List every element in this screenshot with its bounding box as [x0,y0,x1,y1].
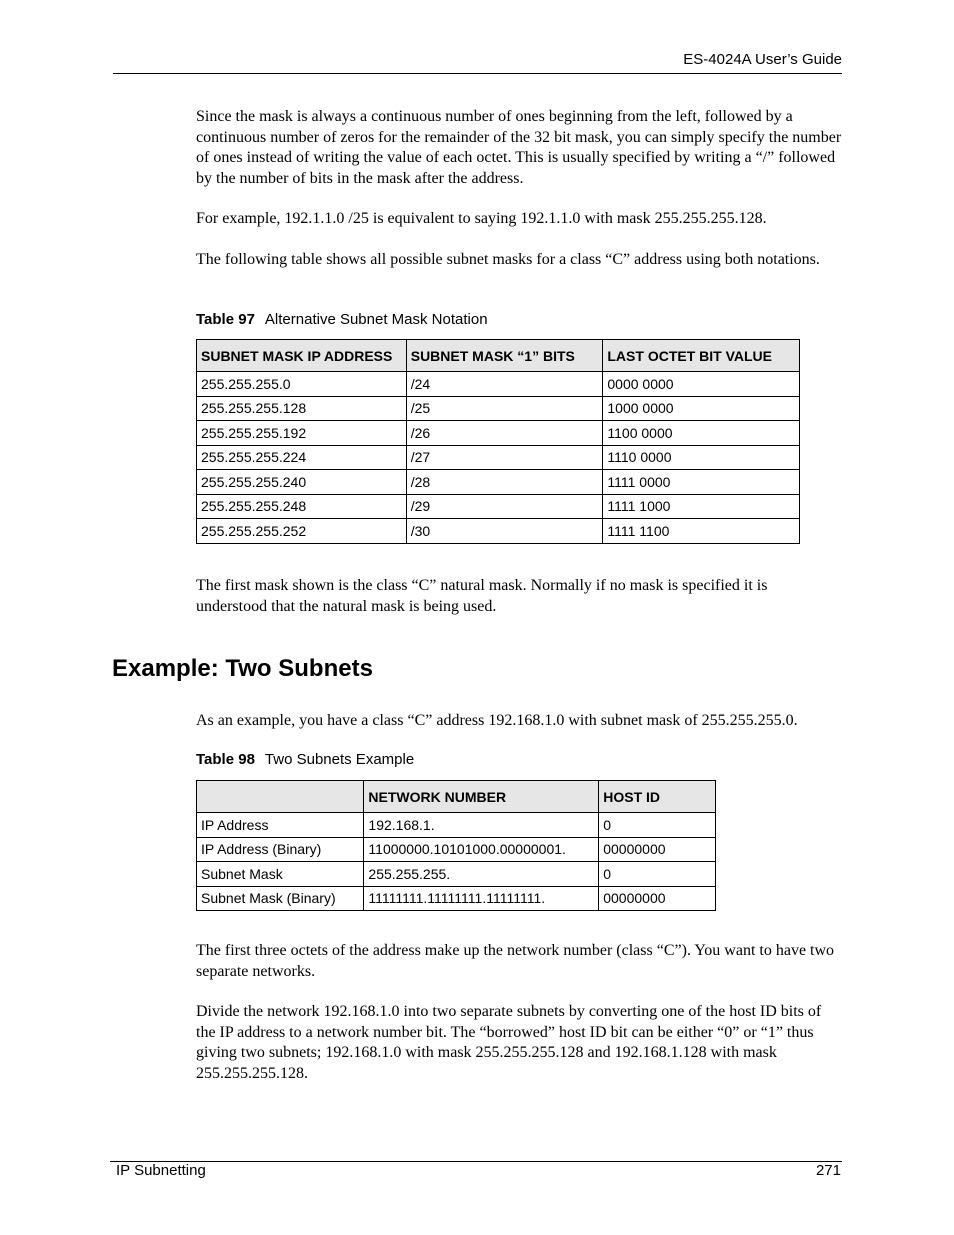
table-cell: 11000000.10101000.00000001. [364,837,599,862]
footer-divider [110,1161,842,1162]
paragraph-natural-mask: The first mask shown is the class “C” natural mask. Normally if no mask is specified it is understood that the natural mask is being used. [196,577,768,615]
table-cell: /30 [406,519,603,544]
table-cell: 255.255.255.248 [197,494,407,519]
column-header [197,781,364,813]
table-cell: 0 [599,813,716,838]
table-row [197,886,716,911]
table-cell: Subnet Mask [197,862,364,887]
table-row [197,494,800,519]
table-row [197,445,800,470]
table-cell: /25 [406,396,603,421]
table-cell: 255.255.255.128 [197,396,407,421]
table-cell: IP Address (Binary) [197,837,364,862]
table-cell: 00000000 [599,886,716,911]
table-row [197,372,800,397]
table-cell: 11111111.11111111.11111111. [364,886,599,911]
table-cell: 255.255.255.192 [197,421,407,446]
table-cell: 0000 0000 [603,372,800,397]
table-row [197,837,716,862]
table-cell: 1111 1000 [603,494,800,519]
column-header: LAST OCTET BIT VALUE [603,340,800,372]
table-cell: 1100 0000 [603,421,800,446]
paragraph-mask-notation: Since the mask is always a continuous number of ones beginning from the left, followed by a continuous number of zeros for the remainder of the 32 bit mask, you can simply specify the number of ones instead of writing the value of each octet. This is usually specified by writing a “/” followed by the number of bits in the mask after the address. [196,108,842,187]
table-97-caption-text: Alternative Subnet Mask Notation [264,311,488,328]
paragraph-network-number: The first three octets of the address make up the network number (class “C”). You want to have two separate networks. [196,942,835,980]
table-cell: Subnet Mask (Binary) [197,886,364,911]
table-cell: 255.255.255. [364,862,599,887]
table-cell: /29 [406,494,603,519]
table-row [197,421,800,446]
section-heading: Example: Two Subnets [112,655,373,682]
header-divider [113,73,842,74]
footer-section-name: IP Subnetting [116,1162,206,1179]
table-97-subnet-mask-notation [196,339,800,544]
column-header: HOST ID [599,781,716,813]
table-cell: /24 [406,372,603,397]
table-cell: 1110 0000 [603,445,800,470]
table-row [197,813,716,838]
table-cell: 00000000 [599,837,716,862]
paragraph-example: For example, 192.1.1.0 /25 is equivalent to saying 192.1.1.0 with mask 255.255.255.128. [196,210,767,227]
table-98-caption-text: Two Subnets Example [264,751,415,768]
table-header-row [197,781,716,813]
table-cell: 1111 1100 [603,519,800,544]
table-cell: /28 [406,470,603,495]
table-row [197,470,800,495]
table-cell: 192.168.1. [364,813,599,838]
table-row [197,519,800,544]
table-header-row [197,340,800,372]
table-cell: 255.255.255.252 [197,519,407,544]
header-title: ES-4024A User’s Guide [683,51,842,68]
table-row [197,862,716,887]
table-cell: 0 [599,862,716,887]
table-cell: 255.255.255.240 [197,470,407,495]
paragraph-two-subnets-intro: As an example, you have a class “C” address 192.168.1.0 with subnet mask of 255.255.255.0. [196,712,798,729]
paragraph-table-intro: The following table shows all possible subnet masks for a class “C” address using both notations. [196,251,820,268]
table-98-caption [196,751,414,768]
table-row [197,396,800,421]
page-number: 271 [815,1162,841,1179]
table-cell: 1111 0000 [603,470,800,495]
table-cell: /27 [406,445,603,470]
table-cell: 255.255.255.0 [197,372,407,397]
column-header: SUBNET MASK IP ADDRESS [197,340,407,372]
table-97-caption-number: Table 97 [196,311,255,328]
table-98-caption-number: Table 98 [196,751,255,768]
column-header: NETWORK NUMBER [364,781,599,813]
table-cell: 255.255.255.224 [197,445,407,470]
column-header: SUBNET MASK “1” BITS [406,340,603,372]
table-98-two-subnets [196,780,716,911]
paragraph-divide-network: Divide the network 192.168.1.0 into two separate subnets by converting one of the host ID bits of the IP address to a network number bit. The “borrowed” host ID bit can be either “0” or “1” thus giving two subnets; 192.168.1.0 with mask 255.255.255.128 and 192.168.1.128 with mask 255.255.255.128. [196,1003,822,1082]
table-cell: IP Address [197,813,364,838]
table-cell: /26 [406,421,603,446]
table-97-caption [196,311,488,328]
table-cell: 1000 0000 [603,396,800,421]
